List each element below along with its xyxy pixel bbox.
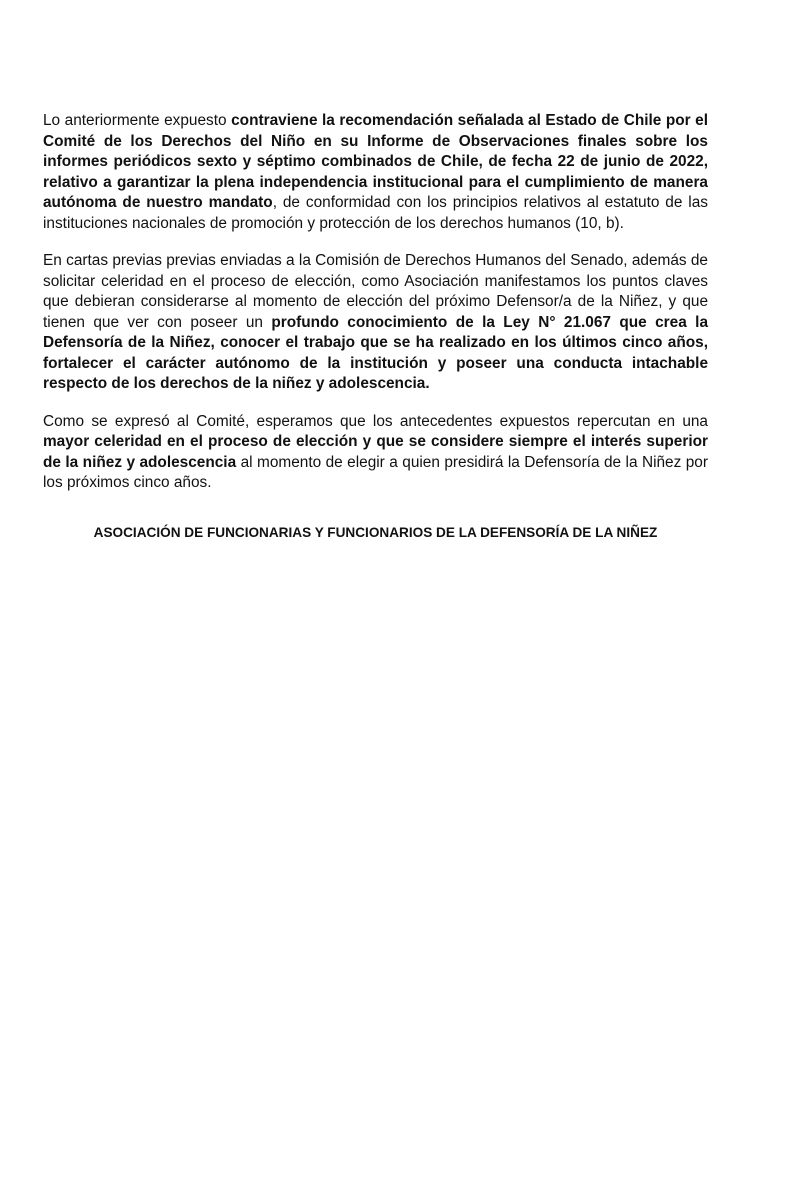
paragraph-2-bold-1: profundo conocimiento de la Ley N° 21.067 que crea la Defensoría de la Niñez, conocer el trabajo que se ha realizado en los últimos cinco años, fortalecer el carácter autónomo de la institución y poseer una conducta intachable respecto de los derechos de la niñez y adolescencia. bbox=[43, 313, 709, 392]
paragraph-2-text-1: En cartas previas previas enviadas a la Comisión de Derechos Humanos del Senado, además de solicitar celeridad en el proceso de elección, como Asociación manifestamos los puntos claves que debieran considerarse al momento de elección del próximo Defensor/a de la Niñez, y que tienen que ver con poseer un bbox=[43, 252, 708, 331]
paragraph-3 bbox=[43, 412, 708, 494]
paragraph-1 bbox=[43, 111, 708, 234]
paragraph-2 bbox=[43, 251, 708, 395]
paragraph-3-text-2: al momento de elegir a quien presidirá la Defensoría de la Niñez por los próximos cinco años. bbox=[43, 453, 708, 491]
paragraph-1-bold-1: contraviene la recomendación señalada al Estado de Chile por el Comité de los Derechos del Niño en su Informe de Observaciones finales sobre los informes periódicos sexto y séptimo combinados de Chile, de fecha 22 de junio de 2022, relativo a garantizar la plena independencia institucional para el cumplimiento de manera autónoma de nuestro mandato bbox=[43, 112, 708, 211]
document-body bbox=[43, 111, 708, 511]
paragraph-1-text-1: Lo anteriormente expuesto bbox=[43, 112, 232, 129]
paragraph-1-text-2: , de conformidad con los principios relativos al estatuto de las instituciones nacionales de promoción y protección de los derechos humanos (10, b). bbox=[43, 194, 708, 232]
paragraph-3-text-1: Como se expresó al Comité, esperamos que los antecedentes expuestos repercutan en una bbox=[43, 412, 708, 430]
signature-organization: ASOCIACIÓN DE FUNCIONARIAS Y FUNCIONARIOS DE LA DEFENSORÍA DE LA NIÑEZ bbox=[93, 525, 658, 540]
paragraph-3-bold-1: mayor celeridad en el proceso de elección y que se considere siempre el interés superior de la niñez y adolescencia bbox=[43, 433, 708, 471]
